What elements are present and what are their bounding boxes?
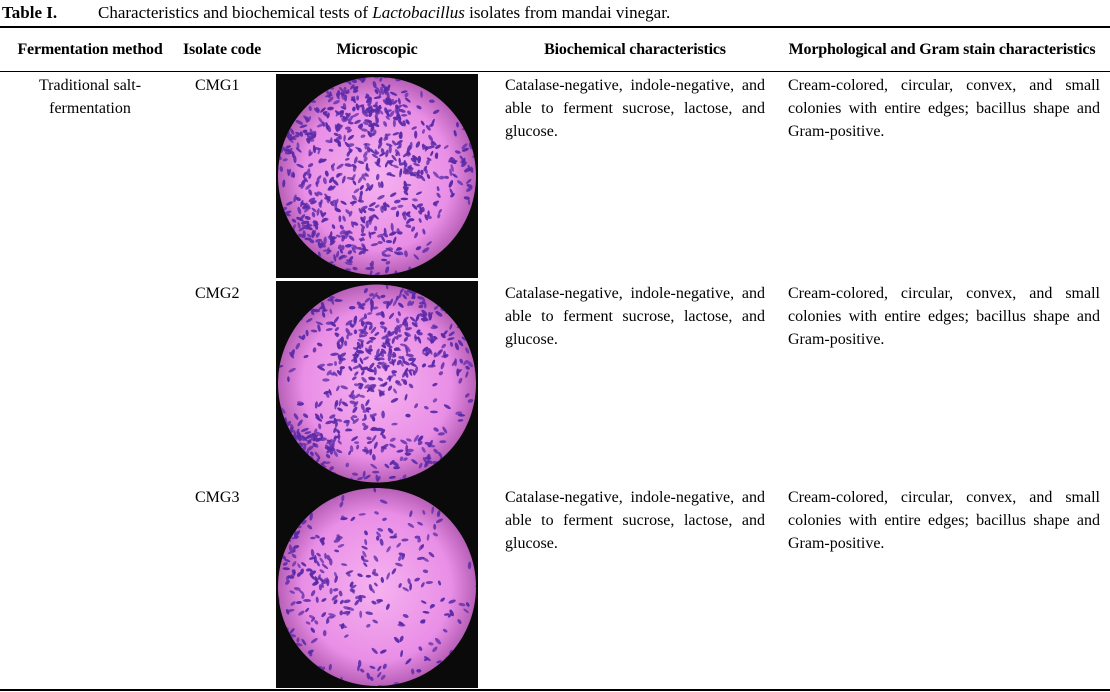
caption-text-end: isolates from mandai vinegar. bbox=[464, 3, 671, 22]
micrograph-cmg2 bbox=[276, 281, 478, 486]
table-caption bbox=[2, 2, 670, 24]
header-isolate-code: Isolate code bbox=[182, 41, 262, 58]
morphological-cmg3: Cream-colored, circular, convex, and small colonies with entire edges; bacillus shape and Gram-positive. bbox=[788, 489, 1100, 552]
fermentation-method-cell: Traditional salt-fermentation bbox=[38, 77, 142, 117]
header-biochemical: Biochemical characteristics bbox=[544, 41, 726, 58]
caption-italic-genus: Lactobacillus bbox=[372, 3, 465, 22]
morphological-cmg1: Cream-colored, circular, convex, and small colonies with entire edges; bacillus shape and Gram-positive. bbox=[788, 77, 1100, 140]
table-header-rule bbox=[0, 71, 1110, 72]
header-fermentation-method: Fermentation method bbox=[17, 41, 163, 58]
micrograph-cmg3 bbox=[276, 486, 478, 688]
header-morphological: Morphological and Gram stain characteristics bbox=[788, 41, 1096, 58]
isolate-code-cmg2: CMG2 bbox=[195, 285, 240, 302]
header-microscopic: Microscopic bbox=[336, 41, 418, 58]
isolate-code-cmg1: CMG1 bbox=[195, 77, 240, 94]
table-bottom-rule bbox=[0, 689, 1110, 691]
table-label: Table I. bbox=[2, 3, 58, 22]
micrograph-cmg1 bbox=[276, 74, 478, 278]
caption-text: Characteristics and biochemical tests of bbox=[98, 3, 373, 22]
isolate-code-cmg3: CMG3 bbox=[195, 489, 240, 506]
biochemical-cmg1: Catalase-negative, indole-negative, and able to ferment sucrose, lactose, and glucose. bbox=[505, 77, 765, 140]
biochemical-cmg2: Catalase-negative, indole-negative, and able to ferment sucrose, lactose, and glucose. bbox=[505, 285, 765, 348]
morphological-cmg2: Cream-colored, circular, convex, and small colonies with entire edges; bacillus shape and Gram-positive. bbox=[788, 285, 1100, 348]
biochemical-cmg3: Catalase-negative, indole-negative, and able to ferment sucrose, lactose, and glucose. bbox=[505, 489, 765, 552]
